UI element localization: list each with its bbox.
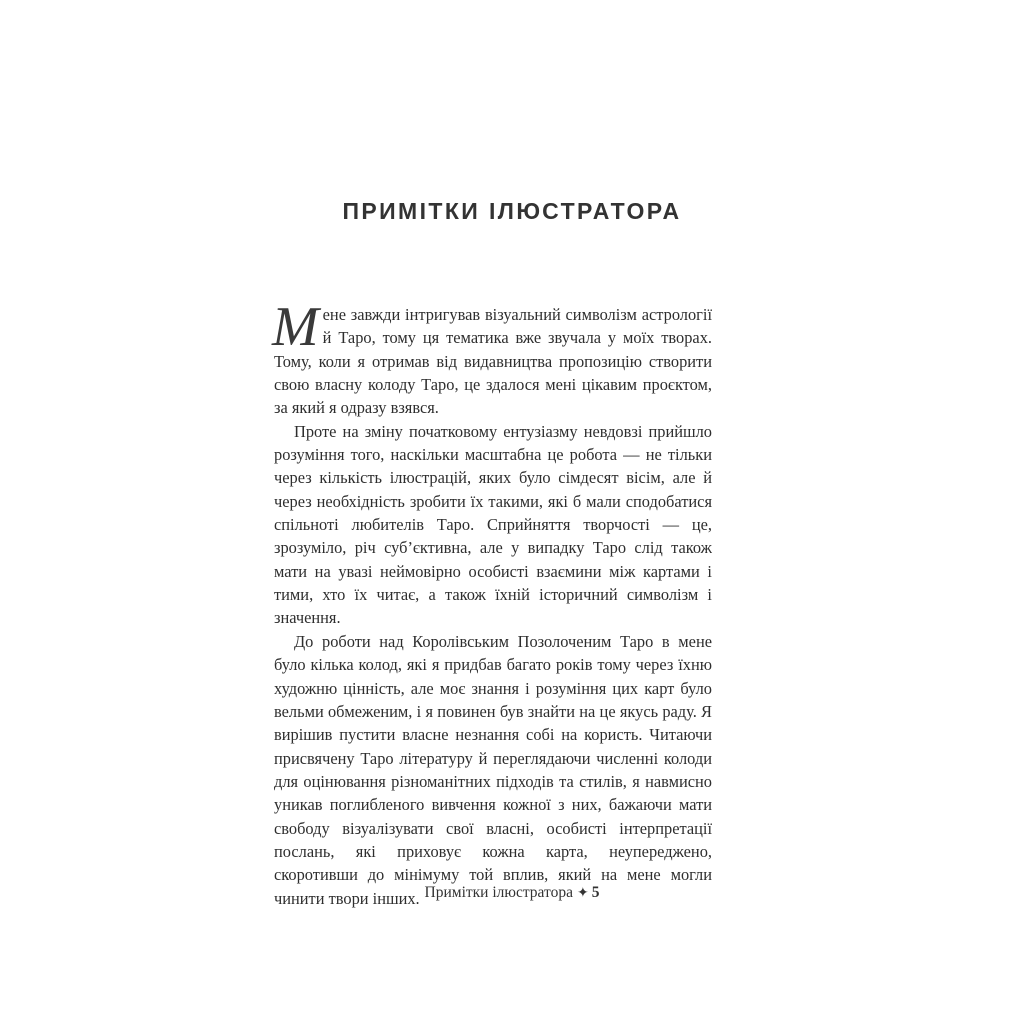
paragraph-2: Проте на зміну початковому ентузіазму невдовзі прийшло розуміння того, наскільки масштабна це робота — не тільки через кількість ілюстрацій, яких було сімдесят вісім, але й через необхідність зробити їх такими, які б мали сподобатися спільноті любителів Таро. Сприйняття творчості — це, зрозуміло, річ суб’єктивна, але у випадку Таро слід також мати на увазі неймовірно особисті взаємини між картами і тими, хто їх читає, а також їхній історичний символізм і значення. <box>274 421 712 628</box>
page-footer <box>0 884 1024 902</box>
running-title: Примітки ілюстратора <box>424 884 573 901</box>
paragraph-3: До роботи над Королівським Позолоченим Таро в мене було кілька колод, які я придбав багато років тому через їхню художню цінність, але моє знання і розуміння цих карт було вельми обмеженим, і я повинен був знайти на це якусь раду. Я вирішив пустити власне незнання собі на користь. Читаючи присвячену Таро літературу й переглядаючи численні колоди для оцінювання різноманітних підходів та стилів, я навмисно уникав поглибленого вивчення кожної з них, бажаючи мати свободу візуалізувати свої власні, особисті інтерпретації послань, які приховує кожна карта, неупереджено, скоротивши до мінімуму той вплив, який на мене могли чинити твори інших. <box>274 631 712 908</box>
page-number: 5 <box>591 884 600 901</box>
star-separator-icon: ✦ <box>576 886 589 901</box>
chapter-title: ПРИМІТКИ ІЛЮСТРАТОРА <box>342 198 682 224</box>
body-text <box>272 296 712 910</box>
drop-cap: М <box>272 296 319 358</box>
paragraph-1 <box>272 296 712 420</box>
paragraph-1-text: ене завжди інтригував візуальний символізм астрології й Таро, тому ця тематика вже звучала у моїх творах. Тому, коли я отримав від видавництва пропозицію створити свою власну колоду Таро, це здалося мені цікавим проєктом, за який я одразу взявся. <box>274 305 712 418</box>
